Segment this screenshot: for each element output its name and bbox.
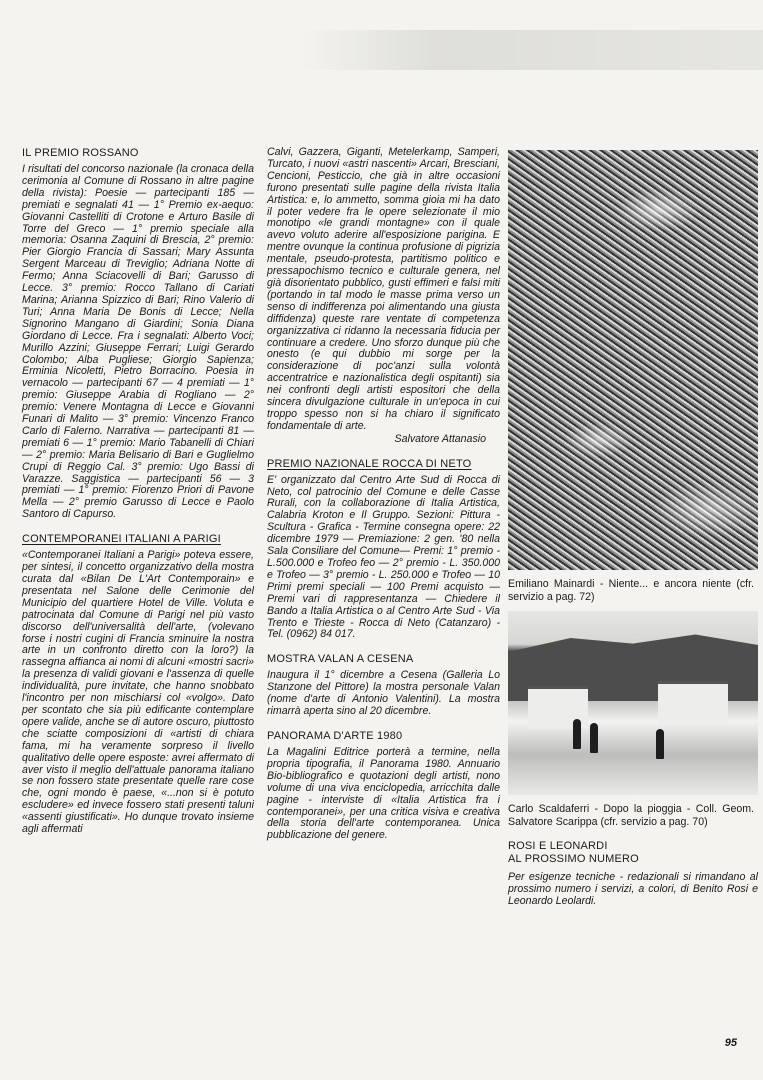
heading-rosi-leonardi-line2: AL PROSSIMO NUMERO (508, 853, 639, 865)
heading-mostra-valan: MOSTRA VALAN A CESENA (267, 653, 414, 666)
article-contemporanei-body: «Contemporanei Italiani a Parigi» poteva essere, per sintesi, il concetto organizzativo della mostra curata dal «Bilan De L'Art Contemporain» e presentata nel Salone delle Cerimonie del Municipio del quartiere Hotel de Ville. Voluta e patrocinata dal Comune di Parigi nel più vasto discorso dell'universalità dell'arte, (volevano forse i nostri cugini di Francia sminuire la nostra arte in un confronto diretto con la loro?) la rassegna affianca ai nomi di alcuni «mostri sacri» la presenza di validi giovani e l'assenza di quelle individualità, pure invitate, che hanno snobbato l'incontro per non mischiarsi col «volgo». Dato per scontato che sia più edificante contemplare opere valide, anche se di autore oscuro, piuttosto che sciatte composizioni di «artisti di chiara fama, mi ha veramente sorpreso il livello qualitativo delle opere esposte: avrei affermato di aver visto il meglio dell'attuale panorama italiano se non fossero state presentate quelle rare cose che, ogni mondo è paese, «...non si è potuto escludere» ed invece fossero stati presenti taluni «assenti giustificati». Ho dunque trovato insieme agli affermati (22, 549, 254, 836)
article-contemporanei-continued: Calvi, Gazzera, Giganti, Metelerkamp, Samperi, Turcato, i nuovi «astri nascenti» Arcari, Bresciani, Cencioni, Pesticcio, che già in altre occasioni furono presentati sulle pagine della rivista Italia Artistica: e, lo ammetto, somma gioia mi ha dato il poter vedere fra le opere selezionate il mio monotipo «le grandi montagne» con il quale avevo voluto aderire all'esposizione parigina. E mentre ovunque la continua profusione di pigrizia mentale, pseudo-protesta, partitismo politico e pressapochismo tecnico e culturale genera, nel già disorientato pubblico, gusti effimeri e falsi miti (portando in tal modo le masse prima verso un senso di indifferenza poi alimentando una giusta diffidenza) queste rare ventate di competenza organizzativa ci ridanno la necessaria fiducia per continuare a credere. Uno sforzo dunque più che onesto (e qui dubbio mi sorge per la considerazione di poc'anzi sulla volontà accentratrice e nazionalistica degli ospitanti) sia nei confronti degli artisti espositori che della sincera divulgazione culturale in un'epoca in cui troppo spesso non si ha chiaro il significato fondamentale di arte. (267, 146, 500, 432)
painting-figure (573, 719, 581, 749)
heading-panorama-arte: PANORAMA D'ARTE 1980 (267, 729, 403, 742)
article-premio-rossano-body: I risultati del concorso nazionale (la cronaca della cerimonia al Comune di Rossano in altre pagine della rivista): Poesie — partecipanti 185 — premiati e segnalati 41 — 1° Premio ex-aequo: Giovanni Castelliti di Crotone e Arturo Basile di Torre del Greco — 1° premio speciale alla memoria: Osanna Zaquini di Brescia, 2° premio: Pier Giorgio Francia di Sassari; Mary Assunta Sergent Marceau di Treviglio; Adriana Notte di Fermo; Anna Sciacovelli di Bari; Garusso di Lecce. 3° premio: Rocco Tallano di Cariati Marina; Arianna Spizzico di Bari; Rino Valerio di Turi; Anna Maria De Bonis di Lecce; Nella Signorino Mangano di Giardini; Sonia Diana Giordano di Lecce. Fra i segnalati: Alberto Voci; Murillo Azzini; Giuseppe Ferrari; Luigi Gerardo Colombo; Alba Pugliese; Giorgio Sapienza; Erminia Nicoletti, Pietro Borracino. Poesia in vernacolo — partecipanti 67 — 4 premiati — 1° premio: Giuseppe Arabia di Rogliano — 2° premio: Venere Montagna di Lecce e Giovanni Funari di Malito — 3° premio: Vincenzo Franco Carlo di Falerno. Narrativa — partecipanti 81 — premiati 6 — 1° premio: Mario Tabanelli di Chiari — 2° premio: Maria Belisario di Bari e Guglielmo Crupi di Reggio Cal. 3° premio: Ugo Bassi di Varazze. Saggistica — partecipanti 56 — 3 premiati — 1° premio: Fiorenzo Priori di Pavone Mella — 2° premio Garusso di Lecce e Paolo Santoro di Capurso. (22, 163, 254, 521)
artwork-photo-scaldaferri (508, 611, 758, 795)
column-right (508, 150, 758, 908)
column-left (22, 147, 254, 836)
heading-premio-rossano: IL PREMIO ROSSANO (22, 147, 139, 159)
artwork-photo-mainardi (508, 150, 758, 570)
painting-figure (590, 723, 598, 753)
page-number: 95 (724, 1037, 737, 1049)
caption-photo-mainardi: Emiliano Mainardi - Niente... e ancora niente (cfr. servizio a pag. 72) (508, 578, 754, 603)
caption-photo-scaldaferri: Carlo Scaldaferri - Dopo la pioggia - Coll. Geom. Salvatore Scarippa (cfr. servizio a pag. 70) (508, 803, 754, 828)
heading-rocca-di-neto: PREMIO NAZIONALE ROCCA DI NETO (267, 457, 472, 470)
painting-house (658, 681, 728, 724)
article-mostra-valan-body: Inaugura il 1° dicembre a Cesena (Galleria Lo Stanzone del Pittore) la mostra personale Valan (nome d'arte di Antonio Valentini). La mostra rimarrà aperta sino al 20 dicembre. (267, 669, 500, 718)
heading-contemporanei-italiani: CONTEMPORANEI ITALIANI A PARIGI (22, 533, 221, 546)
heading-rosi-leonardi-line1: ROSI E LEONARDI (508, 840, 608, 852)
faded-header-band (300, 30, 763, 70)
article-panorama-arte-body: La Magalini Editrice porterà a termine, nella propria tipografia, il Panorama 1980. Annuario Bio-bibliografico e quotazioni degli artisti, nono volume di una viva enciclopedia, arricchita dalle pagine - interviste di «Italia Artistica fra i contemporanei», per una critica visiva e creativa della storia dell'arte contemporanea. Unica pubblicazione del genere. (267, 745, 500, 842)
article-rocca-di-neto-body: E' organizzato dal Centro Arte Sud di Rocca di Neto, col patrocinio del Comune e delle Casse Rurali, con la collaborazione di Italia Artistica, Calabria Kroton e Il Gruppo. Sezioni: Pittura - Scultura - Grafica - Termine consegna opere: 22 dicembre 1979 — Premiazione: 2 gen. '80 nella Sala Consiliare del Comune— Premi: 1° premio - L.500.000 e Trofeo feo — 2° premio - L. 350.000 e Trofeo — 3° premio - L. 250.000 e Trofeo — 10 Primi premi speciali — 100 Premi acquisto — Premi vari di rappresentanza — Chiedere il Bando a Italia Artistica o al Centro Arte Sud - Via Trento e Trieste - Rocca di Neto (Catanzaro) - Tel. (0962) 84 017. (267, 473, 500, 641)
column-middle (267, 147, 500, 842)
article-rosi-leonardi-body: Per esigenze tecniche - redazionali si rimandano al prossimo numero i servizi, a colori, di Benito Rosi e Leonardo Leolardi. (508, 871, 758, 907)
author-signature: Salvatore Attanasio (394, 432, 486, 445)
painting-figure (656, 729, 664, 759)
